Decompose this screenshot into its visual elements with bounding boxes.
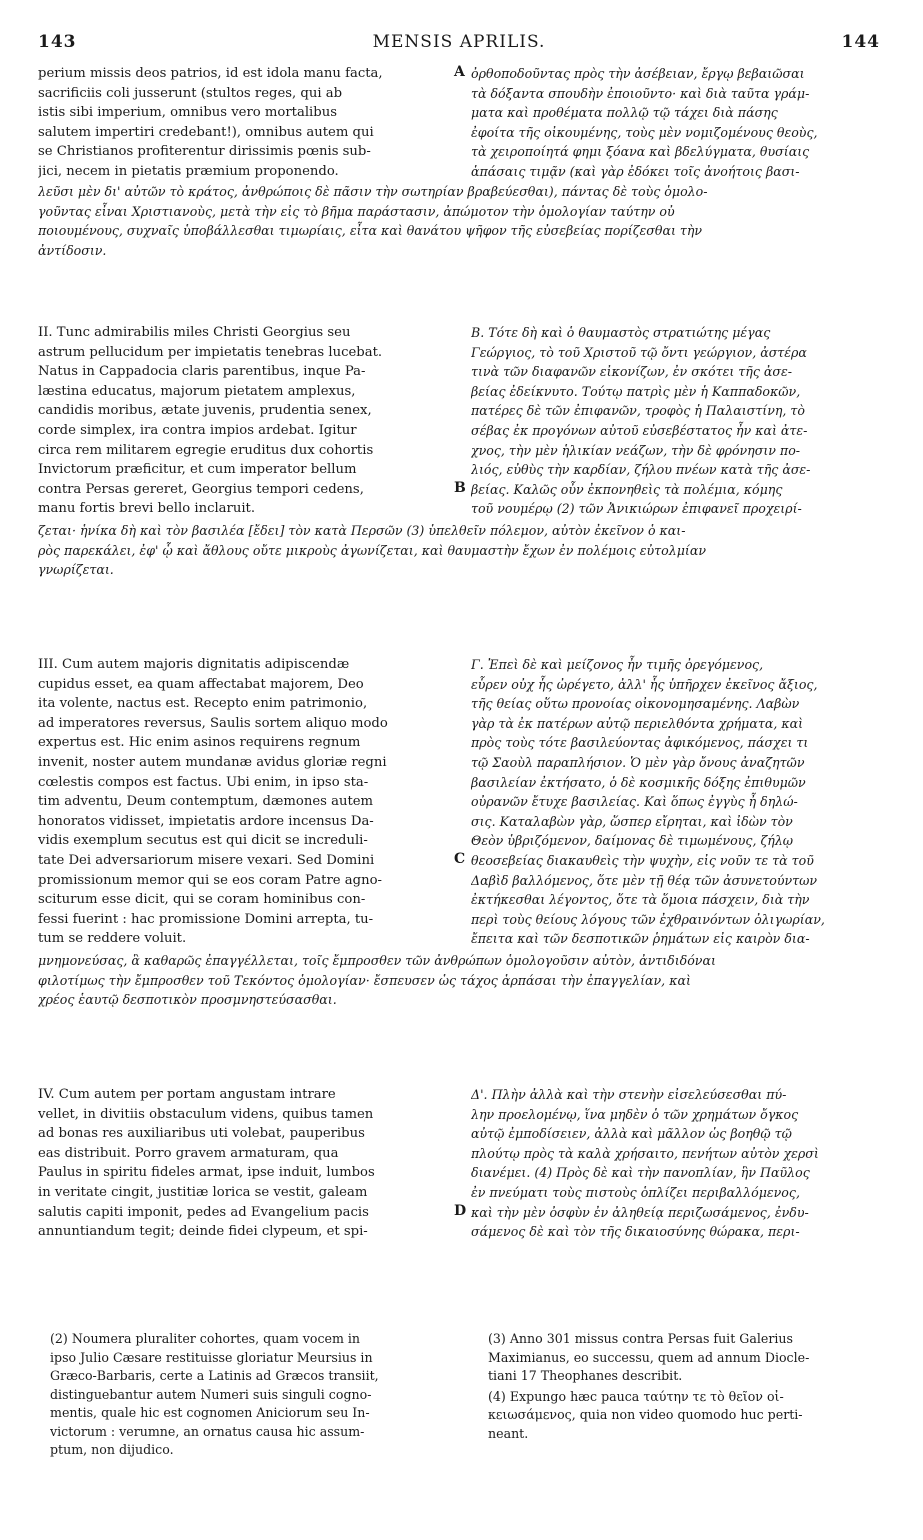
- text-line: τοῦ νουμέρῳ (2) τῶν Ἀνικιώρων ἐπιφανεῖ προχειρί-: [471, 501, 802, 517]
- text-line: Γ. Ἐπεὶ δὲ καὶ μείζονος ἦν τιμῆς ὀρεγόμενος,: [471, 657, 764, 672]
- text-line: ad imperatores reversus, Saulis sortem aliquo modo: [38, 715, 388, 731]
- text-line: vidis exemplum secutus est qui dicit se increduli-: [38, 833, 368, 849]
- footnote-2: [50, 1330, 445, 1460]
- text-line: αὐτῷ ἐμποδίσειεν, ἀλλὰ καὶ μᾶλλον ὡς βοηθῷ τῷ: [471, 1126, 792, 1142]
- text-line: χρέος ἑαυτῷ δεσποτικὸν προσμνηστεύσασθαι.: [38, 992, 337, 1008]
- text-line: salutis capiti imponit, pedes ad Evangelium pacis: [38, 1204, 369, 1220]
- section-b: [38, 323, 888, 580]
- text-line: γοῦντας εἶναι Χριστιανοὺς, μετὰ τὴν εἰς τὸ βῆμα παράστασιν, ἀπώμοτον τὴν ὁμολογίαν ταύτην οὐ: [38, 203, 675, 219]
- text-line: ματα καὶ προθέματα πολλῷ τῷ τάχει διὰ πάσης: [471, 105, 778, 121]
- text-line: σέβας ἐκ προγόνων αὐτοῦ εὐσεβέστατος ἦν καὶ ἀτε-: [471, 422, 808, 438]
- section-marker: A: [454, 64, 465, 80]
- text-line: salutem impertiri credebant!), omnibus autem qui: [38, 124, 374, 140]
- greek-column: [471, 655, 891, 949]
- text-line: mentis, quale hic est cognomen Aniciorum seu In-: [50, 1405, 370, 1420]
- text-line: cupidus esset, ea quam affectabat majorem, Deo: [38, 676, 364, 692]
- text-line: βείας ἐδείκνυτο. Τούτῳ πατρὶς μὲν ἡ Καππαδοκῶν,: [471, 383, 801, 399]
- text-line: III. Cum autem majoris dignitatis adipiscendæ: [38, 657, 350, 672]
- text-line: ἀντίδοσιν.: [38, 242, 107, 258]
- section-d: [38, 1085, 888, 1245]
- section-marker: C: [454, 851, 466, 867]
- text-line: Græco-Barbaris, certe a Latinis ad Græcos transiit,: [50, 1368, 379, 1383]
- latin-column: [38, 323, 458, 519]
- text-line: Δ'. Πλὴν ἀλλὰ καὶ τὴν στενὴν εἰσελεύσεσθαι πύ-: [471, 1087, 787, 1102]
- latin-column: [38, 655, 458, 949]
- text-line: Maximianus, eo successu, quem ad annum Diocle-: [488, 1349, 810, 1365]
- text-line: πρὸς τοὺς τότε βασιλεύοντας ἀφικόμενος, πάσχει τι: [471, 735, 809, 751]
- greek-full-width: [38, 182, 888, 260]
- text-line: γνωρίζεται.: [38, 562, 114, 578]
- page-number-left: 143: [38, 32, 77, 52]
- running-title: MENSIS APRILIS.: [372, 32, 546, 52]
- text-line: Β. Τότε δὴ καὶ ὁ θαυμαστὸς στρατιώτης μέγας: [471, 325, 771, 340]
- text-line: (2) Noumera pluraliter cohortes, quam vocem in: [50, 1331, 361, 1346]
- text-line: κειωσάμενος, quia non video quomodo huc perti-: [488, 1407, 803, 1422]
- text-line: ptum, non dijudico.: [50, 1442, 174, 1457]
- text-line: ρὸς παρεκάλει, ἐφ' ᾧ καὶ ἄθλους οὔτε μικροὺς ἀγωνίζεται, καὶ θαυμαστὴν ἔχων ἐν πολέμοις εὐτολμίαν: [38, 542, 706, 558]
- text-line: οὐρανῶν ἔτυχε βασιλείας. Καὶ ὅπως ἐγγὺς ἦ δηλώ-: [471, 794, 798, 810]
- footnotes-left: [50, 1330, 445, 1462]
- section-marker: B: [454, 480, 466, 496]
- text-line: circa rem militarem egregie eruditus dux cohortis: [38, 442, 374, 458]
- text-line: σάμενος δὲ καὶ τὸν τῆς δικαιοσύνης θώρακα, περι-: [471, 1224, 800, 1240]
- section-marker: D: [454, 1203, 467, 1219]
- text-line: II. Tunc admirabilis miles Christi Georgius seu: [38, 325, 351, 340]
- text-line: μνημονεύσας, ἃ καθαρῶς ἐπαγγέλλεται, τοῖς ἔμπροσθεν τῶν ἀνθρώπων ὁμολογοῦσιν αὐτὸν, ἀντιδιδόναι: [38, 953, 716, 968]
- text-line: IV. Cum autem per portam angustam intrare: [38, 1087, 336, 1102]
- text-line: astrum pellucidum per impietatis tenebras lucebat.: [38, 344, 383, 360]
- text-line: Γεώργιος, τὸ τοῦ Χριστοῦ τῷ ὄντι γεώργιον, ἀστέρα: [471, 344, 807, 360]
- text-line: ἐφοίτα τῆς οἰκουμένης, τοὺς μὲν νομιζομένους θεοὺς,: [471, 124, 818, 140]
- text-line: annuntiandum tegit; deinde fidei clypeum, et spi-: [38, 1224, 368, 1240]
- text-line: φιλοτίμως τὴν ἔμπροσθεν τοῦ Τεκόντος ὁμολογίαν· ἔσπευσεν ὡς τάχος ἁρπάσαι τὴν ἐπαγγελίαν, καὶ: [38, 972, 691, 988]
- text-line: γὰρ τὰ ἐκ πατέρων αὐτῷ περιελθόντα χρήματα, καὶ: [471, 715, 804, 731]
- text-line: invenit, noster autem mundanæ avidus gloriæ regni: [38, 754, 387, 770]
- text-line: βασιλείαν ἐκτήσατο, ὁ δὲ κοσμικῆς δόξης ἐπιθυμῶν: [471, 774, 806, 790]
- text-line: in veritate cingit, justitiæ lorica se vestit, galeam: [38, 1184, 368, 1200]
- text-line: χνος, τὴν μὲν ἡλικίαν νεάζων, τὴν δὲ φρόνησιν πο-: [471, 442, 801, 458]
- greek-full-width: [38, 951, 888, 1010]
- text-line: ὀρθοποδοῦντας πρὸς τὴν ἀσέβειαν, ἔργῳ βεβαιῶσαι: [471, 66, 805, 81]
- greek-full-width: [38, 521, 888, 580]
- text-line: honoratos vidisset, impietatis ardore incensus Da-: [38, 813, 374, 829]
- latin-column: [38, 1085, 458, 1242]
- text-line: θεοσεβείας διακαυθεὶς τὴν ψυχὴν, εἰς νοῦν τε τὰ τοῦ: [471, 852, 814, 868]
- text-line: διανέμει. (4) Πρὸς δὲ καὶ τὴν πανοπλίαν, ἣν Παῦλος: [471, 1165, 810, 1181]
- text-line: contra Persas gereret, Georgius tempori cedens,: [38, 481, 364, 497]
- text-line: Paulus in spiritu fideles armat, ipse induit, lumbos: [38, 1165, 375, 1181]
- text-line: tum se reddere voluit.: [38, 931, 187, 947]
- text-line: τὰ δόξαντα σπουδὴν ἐποιοῦντο· καὶ διὰ ταῦτα γράμ-: [471, 85, 810, 101]
- page-number-right: 144: [841, 32, 880, 52]
- text-line: πατέρες δὲ τῶν ἐπιφανῶν, τροφὸς ἡ Παλαιστίνη, τὸ: [471, 403, 805, 419]
- latin-column: [38, 64, 458, 182]
- text-line: τινὰ τῶν διαφανῶν εἰκονίζων, ἐν σκότει τῆς ἀσε-: [471, 364, 792, 380]
- text-line: τὰ χειροποίητά φημι ξόανα καὶ βδελύγματα, θυσίαις: [471, 144, 810, 160]
- page-header: [38, 28, 880, 56]
- text-line: Invictorum præficitur, et cum imperator bellum: [38, 462, 357, 478]
- text-line: Θεὸν ὑβριζόμενον, δαίμονας δὲ τιμωμένους, ζήλῳ: [471, 833, 794, 849]
- text-line: sciturum esse dicit, qui se coram hominibus con-: [38, 892, 366, 908]
- greek-column: [471, 64, 891, 182]
- text-line: distinguebantur autem Numeri suis singuli cogno-: [50, 1386, 372, 1402]
- text-line: ζεται· ἡνίκα δὴ καὶ τὸν βασιλέα [ἔδει] τὸν κατὰ Περσῶν (3) ὑπελθεῖν πόλεμον, αὐτὸν ἐκεῖνον ὁ και-: [38, 523, 686, 538]
- text-line: se Christianos profiterentur dirissimis pœnis sub-: [38, 144, 371, 160]
- text-line: læstina educatus, majorum pietatem amplexus,: [38, 383, 356, 399]
- text-line: ἔπειτα καὶ τῶν δεσποτικῶν ῥημάτων εἰς καιρὸν δια-: [471, 931, 810, 947]
- text-line: cœlestis compos est factus. Ubi enim, in ipso sta-: [38, 774, 369, 790]
- text-line: tiani 17 Theophanes describit.: [488, 1368, 683, 1383]
- section-c: [38, 655, 888, 1010]
- text-line: (3) Anno 301 missus contra Persas fuit Galerius: [488, 1331, 793, 1346]
- text-line: tate Dei adversariorum misere vexari. Sed Domini: [38, 852, 375, 868]
- text-line: eas distribuit. Porro gravem armaturam, qua: [38, 1145, 339, 1161]
- text-line: ita volente, nactus est. Recepto enim patrimonio,: [38, 696, 368, 712]
- text-line: ad bonas res auxiliaribus uti volebat, pauperibus: [38, 1126, 365, 1142]
- text-line: Δαβὶδ βαλλόμενος, ὅτε μὲν τῇ θέᾳ τῶν ἀσυνετούντων: [471, 872, 818, 888]
- section-a: [38, 64, 888, 260]
- text-line: fessi fuerint : hac promissione Domini arrepta, tu-: [38, 911, 374, 927]
- footnotes-right: [488, 1330, 888, 1445]
- text-line: ποιουμένους, συχναῖς ὑποβάλλεσθαι τιμωρίαις, εἶτα καὶ θανάτου ψῆφον τῆς εὐσεβείας πορίζεσθαι τὴν: [38, 223, 703, 239]
- greek-column: [471, 1085, 891, 1242]
- footnote-4: [488, 1388, 888, 1444]
- text-line: σις. Καταλαβὼν γὰρ, ὥσπερ εἴρηται, καὶ ἰδὼν τὸν: [471, 813, 793, 829]
- text-line: λιός, εὐθὺς τὴν καρδίαν, ζήλου πνέων κατὰ τῆς ἀσε-: [471, 462, 811, 478]
- text-line: manu fortis brevi bello inclaruit.: [38, 501, 256, 517]
- text-line: jici, necem in pietatis præmium proponendo.: [38, 163, 339, 179]
- text-line: πλούτῳ πρὸς τὰ καλὰ χρήσαιτο, πενήτων αὐτὸν χερσὶ: [471, 1145, 819, 1161]
- text-line: (4) Expungo hæc pauca ταύτην τε τὸ θεῖον οἰ-: [488, 1388, 784, 1404]
- text-line: expertus est. Hic enim asinos requirens regnum: [38, 735, 361, 751]
- text-line: τῷ Σαοὺλ παραπλήσιον. Ὁ μὲν γὰρ ὄνους ἀναζητῶν: [471, 754, 805, 770]
- text-line: ipso Julio Cæsare restituisse gloriatur Meursius in: [50, 1349, 373, 1365]
- text-line: ἐκτήκεσθαι λέγοντος, ὅτε τὰ ὅμοια πάσχειν, διὰ τὴν: [471, 892, 810, 908]
- text-line: corde simplex, ira contra impios ardebat. Igitur: [38, 422, 357, 438]
- text-line: istis sibi imperium, omnibus vero mortalibus: [38, 105, 337, 121]
- text-line: vellet, in divitiis obstaculum videns, quibus tamen: [38, 1106, 374, 1122]
- text-line: neant.: [488, 1425, 529, 1441]
- text-line: ἐν πνεύματι τοὺς πιστοὺς ὁπλίζει περιβαλλόμενος,: [471, 1184, 800, 1200]
- text-line: tim adventu, Deum contemptum, dæmones autem: [38, 794, 374, 810]
- text-line: λην προελομένῳ, ἵνα μηδὲν ὁ τῶν χρημάτων ὄγκος: [471, 1106, 799, 1122]
- text-line: victorum : verumne, an ornatus causa hic assum-: [50, 1423, 365, 1439]
- text-line: τῆς θείας οὕτω προνοίας οἰκονομησαμένης. Λαβὼν: [471, 696, 800, 712]
- text-line: βείας. Καλῶς οὖν ἐκπονηθεὶς τὰ πολέμια, κόμης: [471, 481, 783, 497]
- text-line: sacrificiis coli jusserunt (stultos reges, qui ab: [38, 85, 343, 101]
- footnote-3: [488, 1330, 888, 1386]
- text-line: εὗρεν οὐχ ἧς ὠρέγετο, ἀλλ' ἧς ὑπῆρχεν ἐκεῖνος ἄξιος,: [471, 676, 818, 692]
- text-line: ἁπάσαις τιμᾷν (καὶ γὰρ ἐδόκει τοῖς ἀνοήτοις βασι-: [471, 163, 800, 179]
- greek-column: [471, 323, 891, 519]
- text-line: candidis moribus, ætate juvenis, prudentia senex,: [38, 403, 372, 419]
- text-line: καὶ τὴν μὲν ὀσφὺν ἐν ἀληθείᾳ περιζωσάμενος, ἐνδυ-: [471, 1204, 809, 1220]
- text-line: Natus in Cappadocia claris parentibus, inque Pa-: [38, 364, 366, 380]
- text-line: περὶ τοὺς θείους λόγους τῶν ἐχθραινόντων ὀλιγωρίαν,: [471, 911, 825, 927]
- text-line: promissionum memor qui se eos coram Patre agno-: [38, 872, 382, 888]
- text-line: λεῦσι μὲν δι' αὐτῶν τὸ κράτος, ἀνθρώποις δὲ πᾶσιν τὴν σωτηρίαν βραβεύεσθαι), πάντας δὲ τοὺς ὁμολο-: [38, 184, 708, 199]
- text-line: perium missis deos patrios, id est idola manu facta,: [38, 66, 383, 81]
